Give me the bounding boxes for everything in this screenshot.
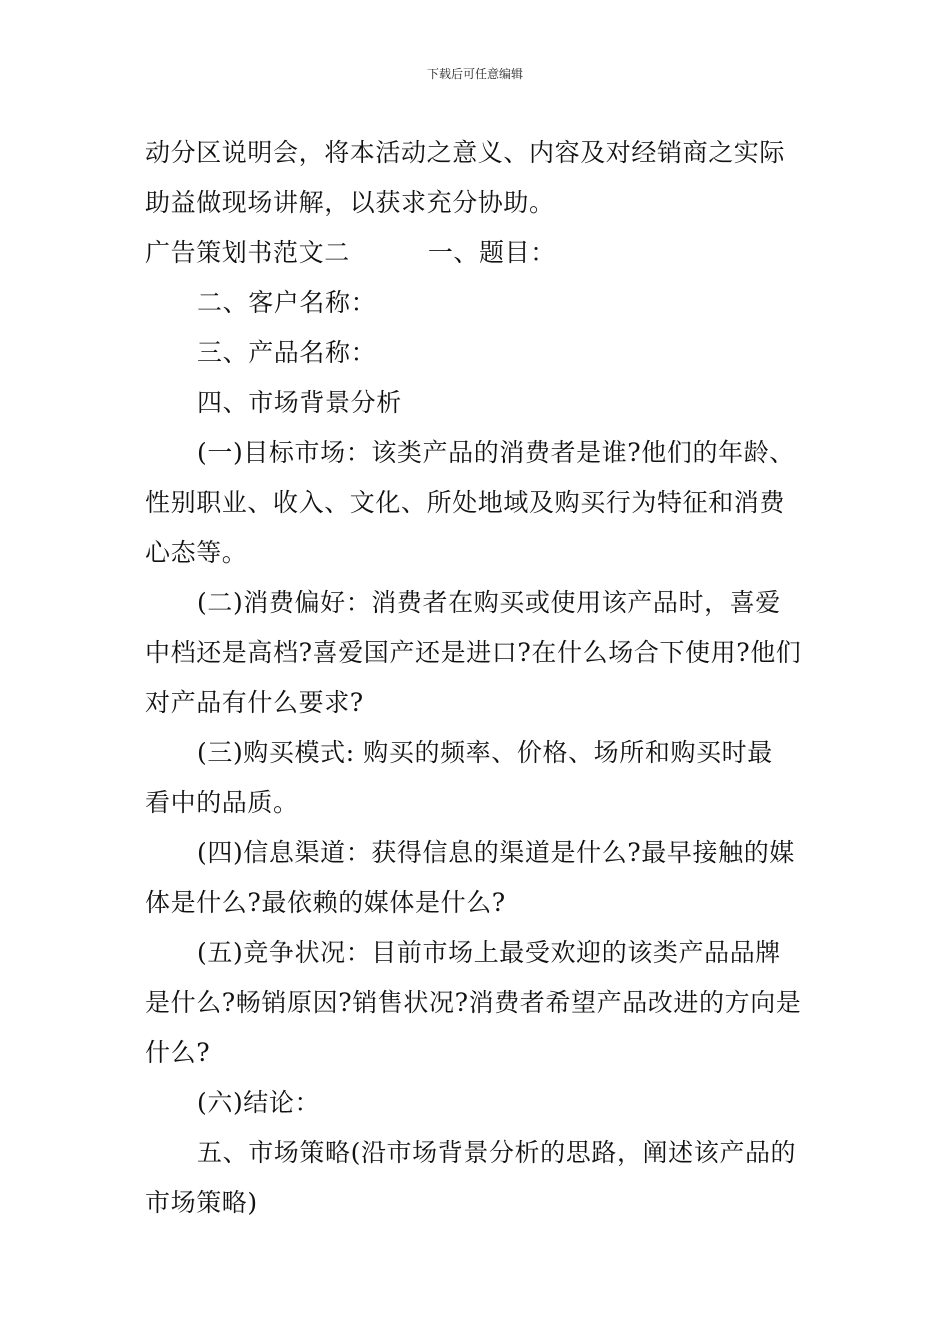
- section-title-line: [145, 228, 805, 278]
- paragraph-line: (五)竞争状况：目前市场上最受欢迎的该类产品品牌: [197, 938, 781, 967]
- paragraph-line: 动分区说明会，将本活动之意义、内容及对经销商之实际: [145, 138, 786, 167]
- paragraph-line: (一)目标市场：该类产品的消费者是谁?他们的年龄、: [197, 438, 795, 467]
- section-heading: 五、市场策略(沿市场背景分析的思路，阐述该产品的: [197, 1138, 797, 1167]
- page-header: 下载后可任意编辑: [426, 67, 523, 81]
- paragraph-line: 助益做现场讲解，以获求充分协助。: [145, 188, 555, 217]
- paragraph-line: 看中的品质。: [145, 788, 299, 817]
- section-heading: 二、客户名称：: [197, 288, 377, 317]
- document-body: [145, 128, 805, 1228]
- paragraph-line: (四)信息渠道：获得信息的渠道是什么?最早接触的媒: [197, 838, 795, 867]
- paragraph-line: (二)消费偏好：消费者在购买或使用该产品时，喜爱: [197, 588, 781, 617]
- paragraph-line: (三)购买模式: 购买的频率、价格、场所和购买时最: [197, 738, 773, 767]
- section-heading: 一、题目：: [427, 238, 556, 267]
- paragraph-line: 中档还是高档?喜爱国产还是进口?在什么场合下使用?他们: [145, 638, 802, 667]
- paragraph-line: 对产品有什么要求?: [145, 688, 364, 717]
- paragraph-line: 性别职业、收入、文化、所处地域及购买行为特征和消费: [145, 488, 786, 517]
- document-title: 广告策划书范文二: [145, 238, 350, 267]
- paragraph-line: 心态等。: [145, 538, 248, 567]
- paragraph-line: 体是什么?最依赖的媒体是什么?: [145, 888, 506, 917]
- section-heading: 四、市场背景分析: [197, 388, 402, 417]
- paragraph-line: (六)结论：: [197, 1088, 321, 1117]
- paragraph-line: 是什么?畅销原因?销售状况?消费者希望产品改进的方向是: [145, 988, 802, 1017]
- paragraph-line: 什么?: [145, 1038, 211, 1067]
- section-heading: 三、产品名称：: [197, 338, 377, 367]
- paragraph-line: 市场策略): [145, 1188, 258, 1217]
